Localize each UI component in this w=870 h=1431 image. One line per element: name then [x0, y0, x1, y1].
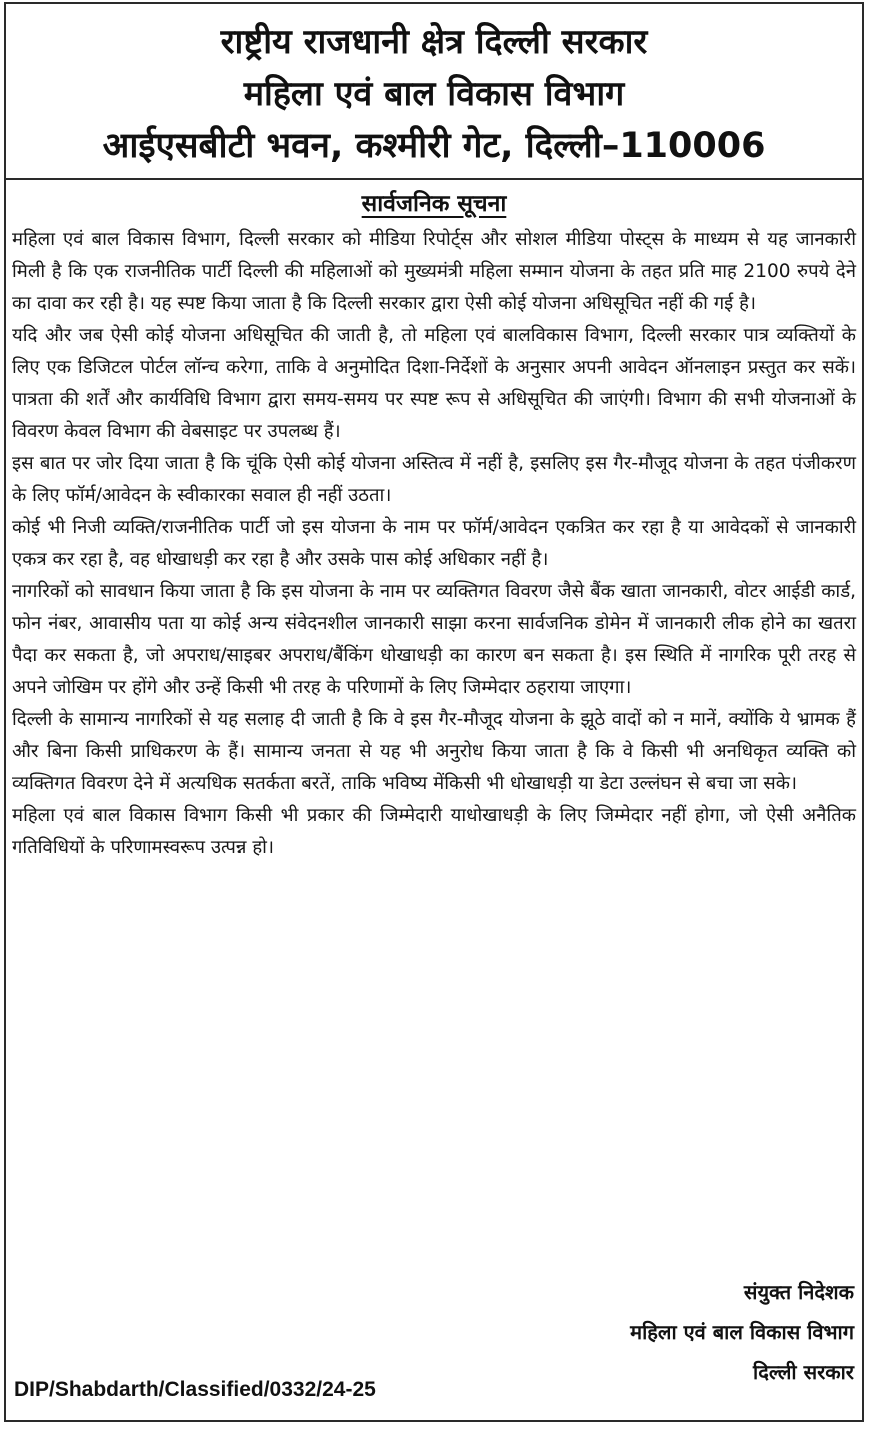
- paragraph-1: महिला एवं बाल विकास विभाग, दिल्ली सरकार को मीडिया रिपोर्ट्स और सोशल मीडिया पोस्ट्स के माध्यम से यह जानकारी मिली है कि एक राजनीतिक पार्टी दिल्ली की महिलाओं को मुख्यमंत्री महिला सम्मान योजना के तहत प्रति माह 2100 रुपये देने का दावा कर रही है। यह स्पष्ट किया जाता है कि दिल्ली सरकार द्वारा ऐसी कोई योजना अधिसूचित नहीं की गई है।: [12, 229, 856, 314]
- paragraph-6: दिल्ली के सामान्य नागरिकों से यह सलाह दी जाती है कि वे इस गैर-मौजूद योजना के झूठे वादों को न मानें, क्योंकि ये भ्रामक हैं और बिना किसी प्राधिकरण के हैं। सामान्य जनता से यह भी अनुरोध किया जाता है कि वे किसी भी अनधिकृत व्यक्ति को व्यक्तिगत विवरण देने में अत्यधिक सतर्कता बरतें, ताकि भविष्य मेंकिसी भी धोखाधड़ी या डेटा उल्लंघन से बचा जा सके।: [12, 709, 856, 794]
- header-department: महिला एवं बाल विकास विभाग: [243, 74, 625, 114]
- paragraph-7: महिला एवं बाल विकास विभाग किसी भी प्रकार की जिम्मेदारी याधोखाधड़ी के लिए जिम्मेदार नहीं होगा, जो ऐसी अनैतिक गतिविधियों के परिणामस्वरूप उत्पन्न हो।: [12, 805, 856, 858]
- notice-title: सार्वजनिक सूचना: [361, 191, 507, 217]
- reference-number: DIP/Shabdarth/Classified/0332/24-25: [14, 1378, 376, 1401]
- paragraph-5: नागरिकों को सावधान किया जाता है कि इस योजना के नाम पर व्यक्तिगत विवरण जैसे बैंक खाता जानकारी, वोटर आईडी कार्ड, फोन नंबर, आवासीय पता या कोई अन्य संवेदनशील जानकारी साझा करना सार्वजनिक डोमेन में जानकारी लीक होने का खतरा पैदा कर सकता है, जो अपराध/साइबर अपराध/बैंकिंग धोखाधड़ी का कारण बन सकता है। इस स्थिति में नागरिक पूरी तरह से अपने जोखिम पर होंगे और उन्हें किसी भी तरह के परिणामों के लिए जिम्मेदार ठहराया जाएगा।: [12, 581, 856, 698]
- paragraph-2: यदि और जब ऐसी कोई योजना अधिसूचित की जाती है, तो महिला एवं बालविकास विभाग, दिल्ली सरकार पात्र व्यक्तियों के लिए एक डिजिटल पोर्टल लॉन्च करेगा, ताकि वे अनुमोदित दिशा-निर्देशों के अनुसार अपनी आवेदन ऑनलाइन प्रस्तुत कर सकें। पात्रता की शर्तें और कार्यविधि विभाग द्वारा समय-समय पर स्पष्ट रूप से अधिसूचित की जाएंगी। विभाग की सभी योजनाओं के विवरण केवल विभाग की वेबसाइट पर उपलब्ध हैं।: [12, 325, 856, 442]
- notice-title-wrap: [6, 188, 862, 220]
- signature-government: दिल्ली सरकार: [753, 1360, 854, 1384]
- notice-header: [6, 4, 862, 180]
- public-notice: [4, 2, 864, 1422]
- paragraph-4: कोई भी निजी व्यक्ति/राजनीतिक पार्टी जो इस योजना के नाम पर फॉर्म/आवेदन एकत्रित कर रहा है या आवेदकों से जानकारी एकत्र कर रहा है, वह धोखाधड़ी कर रहा है और उसके पास कोई अधिकार नहीं है।: [12, 517, 856, 570]
- header-government: राष्ट्रीय राजधानी क्षेत्र दिल्ली सरकार: [220, 22, 648, 62]
- paragraph-3: इस बात पर जोर दिया जाता है कि चूंकि ऐसी कोई योजना अस्तित्व में नहीं है, इसलिए इस गैर-मौजूद योजना के तहत पंजीकरण के लिए फॉर्म/आवेदन के स्वीकारका सवाल ही नहीं उठता।: [12, 453, 856, 506]
- signature-designation: संयुक्त निदेशक: [743, 1280, 854, 1304]
- header-address: आईएसबीटी भवन, कश्मीरी गेट, दिल्ली–110006: [102, 126, 766, 166]
- signature-block: [630, 1272, 854, 1392]
- signature-department: महिला एवं बाल विकास विभाग: [630, 1320, 854, 1344]
- notice-body: [6, 224, 862, 864]
